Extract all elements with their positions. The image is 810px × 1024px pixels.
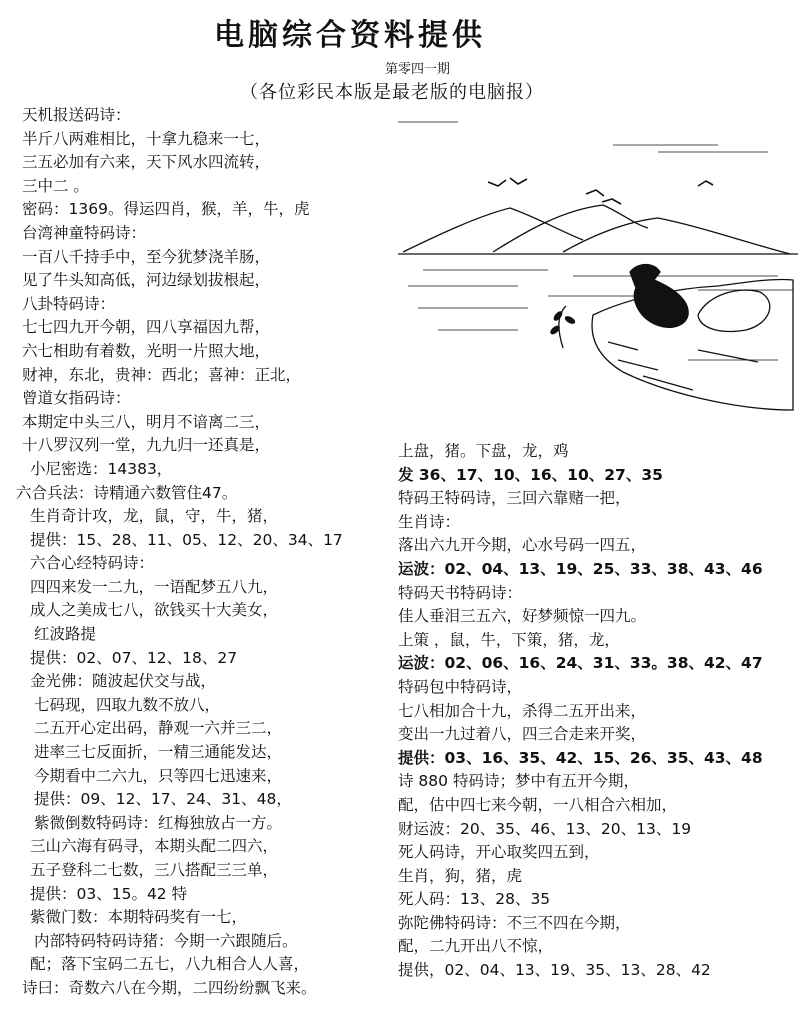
rock-icon: [592, 279, 793, 410]
reed-icon: [550, 306, 576, 348]
text-line: 落出六九开今期，心水号码一四五，: [398, 536, 647, 555]
text-line: 上盘，猪。下盘，龙，鸡: [398, 442, 569, 460]
water-icon: [398, 122, 793, 360]
text-line: 提供：09、12、17、24、31、48，: [34, 790, 292, 809]
text-line: 三山六海有码寻，本期头配二四六，: [30, 837, 279, 856]
text-line: 上策 ，鼠，牛，下策，猪，龙，: [398, 630, 620, 649]
text-line: 金光佛：随波起伏交与战，: [30, 672, 217, 691]
text-line: 提供：02、07、12、18、27: [30, 648, 238, 667]
text-line: 今期看中二六九，只等四七迅速来，: [34, 766, 283, 785]
text-line: 小尼密选：14383，: [30, 459, 173, 478]
text-line: 运波：02、04、13、19、25、33、38、43、46: [398, 559, 763, 578]
text-line: 二五开心定出码，静观一六并三二，: [34, 719, 283, 738]
text-line: 密码：1369。得运四肖，猴，羊，牛，虎: [22, 200, 310, 219]
text-line: 十八罗汉列一堂，九九归一还真是，: [22, 436, 271, 455]
text-line: 变出一九过着八，四三合走来开奖，: [398, 725, 647, 744]
right-column: [398, 440, 803, 983]
landscape-illustration: [398, 110, 800, 435]
text-line: 紫微门数：本期特码奖有一七，: [30, 908, 248, 927]
text-line: 弥陀佛特码诗：不三不四在今期，: [398, 913, 631, 932]
text-line: 发 36、17、10、16、10、27、35: [398, 465, 663, 484]
text-line: 生肖奇计攻，龙，鼠，守，牛，猪，: [30, 507, 279, 526]
text-line: 见了牛头知高低，河边绿划拔根起，: [22, 271, 271, 290]
text-line: 生肖，狗，猪，虎: [398, 866, 523, 885]
text-line: 特码王特码诗，三回六靠赌一把，: [398, 489, 631, 508]
text-line: 台湾神童特码诗：: [22, 223, 147, 242]
text-line: 六合心经特码诗：: [30, 554, 155, 573]
text-line: 佳人垂泪三五六，好梦频惊一四九。: [398, 607, 647, 626]
text-line: 三中二 。: [22, 176, 89, 195]
text-line: 七七四九开今朝，四八享福因九帮，: [22, 318, 271, 337]
text-line: 天机报送码诗：: [22, 106, 131, 124]
text-line: 运波：02、06、16、24、31、33。38、42、47: [398, 654, 763, 673]
text-line: 七码现，四取九数不放八，: [34, 695, 221, 714]
duck-icon: [630, 265, 688, 328]
text-line: 提供：15、28、11、05、12、20、34、17: [30, 530, 343, 549]
text-line: 八卦特码诗：: [22, 294, 116, 313]
text-line: 五子登科二七数，三八搭配三三单，: [30, 861, 279, 879]
text-line: 曾道女指码诗：: [22, 389, 131, 408]
text-line: 诗曰：奇数六八在今期，二四纷纷飘飞来。: [22, 978, 317, 997]
text-line: 诗 880 特码诗；梦中有五开今期，: [398, 772, 639, 791]
text-line: 提供：03、16、35、42、15、26、35、43、48: [398, 748, 763, 767]
text-line: 成人之美成七八，欲钱买十大美女，: [30, 601, 279, 620]
issue-number: 第零四一期: [385, 62, 451, 77]
text-line: 死人码诗，开心取奖四五到，: [398, 843, 600, 862]
text-line: 三五必加有六来，天下风水四流转，: [22, 153, 271, 172]
text-line: 死人码：13、28、35: [398, 890, 551, 909]
text-line: 一百八千持手中，至今犹梦浇羊肠，: [22, 247, 271, 266]
text-line: 六合兵法：诗精通六数管住47。: [16, 483, 238, 502]
text-line: 配，估中四七来今朝，一八相合六相加，: [398, 795, 678, 814]
text-line: 财运波：20、35、46、13、20、13、19: [398, 819, 692, 838]
flying-birds-icon: [488, 178, 713, 204]
text-line: 生肖诗：: [398, 512, 461, 531]
mountains-icon: [403, 205, 790, 254]
text-line: 紫微倒数特码诗：红梅独放占一方。: [34, 813, 283, 832]
text-line: 六七相助有着数，光明一片照大地，: [22, 341, 271, 360]
text-line: 内部特码特码诗猪：今期一六跟随后。: [34, 931, 298, 950]
text-line: 财神，东北，贵神：西北；喜神：正北，: [22, 365, 302, 384]
page-title: 电脑综合资料提供: [214, 18, 486, 53]
page-subtitle: （各位彩民本版是最老版的电脑报）: [240, 82, 544, 103]
text-line: 红波路提: [34, 625, 97, 644]
text-line: 半斤八两难相比，十拿九稳来一七，: [22, 129, 271, 148]
text-line: 进率三七反面折，一精三通能发达，: [34, 743, 283, 762]
text-line: 配，二九开出八不惊，: [398, 937, 554, 956]
text-line: 本期定中头三八，明月不谙离二三，: [22, 412, 271, 431]
text-line: 配；落下宝码二五七，八九相合人人喜，: [30, 955, 310, 974]
left-column: [16, 104, 392, 1001]
text-line: 七八相加合十九，杀得二五开出来，: [398, 701, 647, 720]
text-line: 特码天书特码诗：: [398, 583, 523, 602]
text-line: 提供：03、15。42 特: [30, 884, 188, 903]
text-line: 特码包中特码诗，: [398, 677, 523, 696]
text-line: 提供，02、04、13、19、35、13、28、42: [398, 961, 711, 980]
text-line: 四四来发一二九，一语配梦五八九，: [30, 577, 279, 596]
